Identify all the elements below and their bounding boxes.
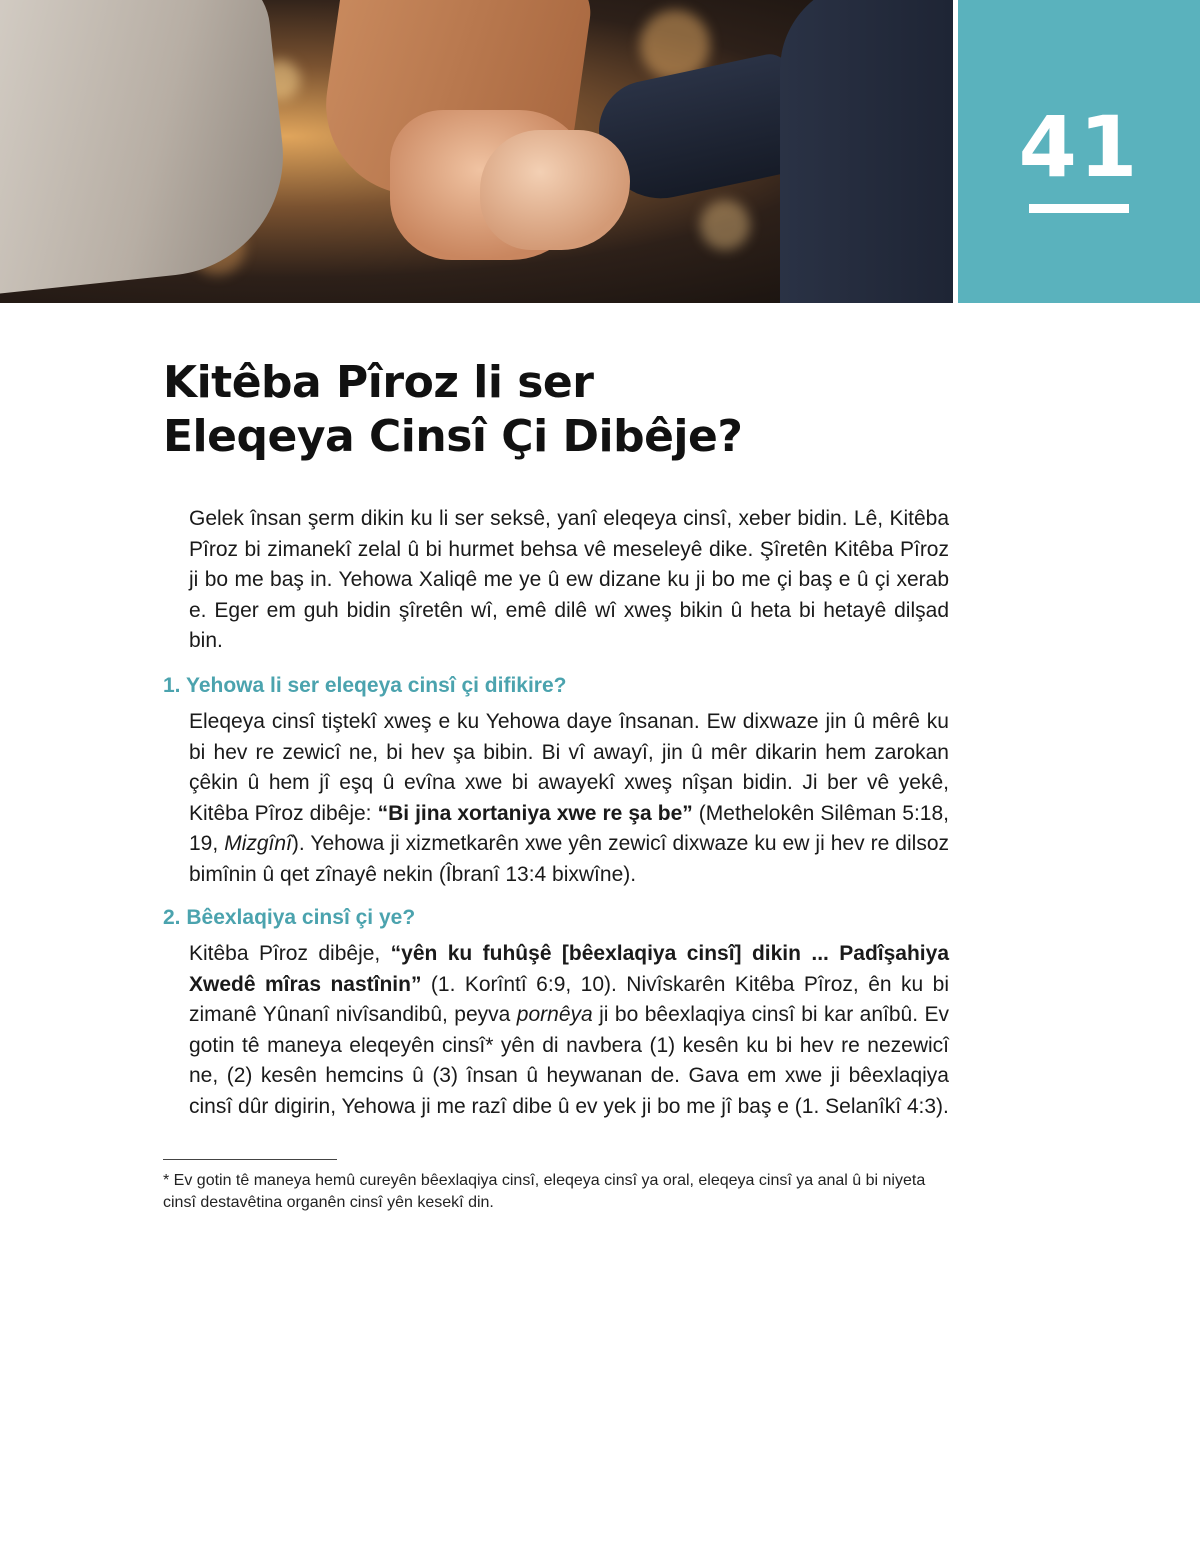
text-run: Eleqeya cinsî tiştekî xweş e ku Yehowa daye însanan. Ew dixwaze jin û mêrê ku bi hev re zewicî ne, bi hev şa bibin. Bi vî awayî, jin û mêr dikarin hem zarokan çêkin û hem jî eşq û evîna xwe bi awayekî xweş nîşan bidin. Ji ber vê yekê, Kitêba Pîroz dibêje:: [189, 710, 949, 825]
header-photo-holding-hands: [0, 0, 953, 303]
lesson-number-underline: [1029, 204, 1129, 213]
question-2-heading: 2. Bêexlaqiya cinsî çi ye?: [163, 906, 416, 929]
italic-term: pornêya: [516, 1003, 593, 1027]
italic-term: Mizgînî: [224, 832, 292, 856]
text-run: (1. Korîntî 6:9, 10). Nivîskarên Kitêba Pîroz, ên ku bi zimanê Yûnanî nivîsandibû, peyva: [189, 972, 949, 1027]
intro-paragraph: Gelek însan şerm dikin ku li ser seksê, yanî eleqeya cinsî, xeber bidin. Lê, Kitêba Pîroz bi zimanekî zelal û bi hurmet behsa vê meseleyê dike. Şîretên Kitêba Pîroz ji bo me baş in. Yehowa Xaliqê me ye û ew dizane ku ji bo me çi baş e û çi xerab e. Eger em guh bidin şîretên wî, emê dilê wî xweş bikin û heta bi hetayê dilşad bin.: [189, 507, 949, 653]
bold-quote: “yên ku fuhûşê [bêexlaqiya cinsî] dikin ... Padîşahiya Xwedê mîras nastînin”: [189, 942, 949, 996]
bold-quote: “Bi jina xortaniya xwe re şa be”: [377, 801, 693, 825]
text-run: ). Yehowa ji xizmetkarên xwe yên zewicî dixwaze ku ew ji hev re dilsoz bimînin û qet zînayê nekin (Îbranî 13:4 bixwîne).: [189, 832, 949, 886]
right-sleeve: [780, 0, 953, 303]
section-1-paragraph: [189, 707, 949, 891]
left-sleeve: [0, 0, 295, 296]
text-run: Kitêba Pîroz dibêje,: [189, 942, 391, 965]
section-2-paragraph: [189, 939, 949, 1123]
footnote: * Ev gotin tê maneya hemû cureyên bêexlaqiya cinsî, eleqeya cinsî ya oral, eleqeya cinsî ya anal û bi niyeta cinsî destavêtina organên cinsî yên kesekî din.: [163, 1172, 926, 1211]
bokeh-light: [700, 200, 750, 250]
question-1-heading: 1. Yehowa li ser eleqeya cinsî çi difikire?: [163, 674, 567, 697]
lesson-number: 41: [1018, 98, 1140, 196]
title-line-2: Eleqeya Cinsî Çi Dibêje?: [163, 411, 743, 462]
page-title: [163, 356, 923, 464]
text-run: (Methelokên Silêman 5:18, 19,: [189, 801, 949, 856]
title-line-1: Kitêba Pîroz li ser: [163, 357, 594, 408]
footnote-divider: [163, 1159, 337, 1160]
text-run: ji bo bêexlaqiya cinsî bi kar anîbû. Ev gotin tê maneya eleqeyên cinsî* yên di navbera (1) kesên ku bi hev re nezewicî ne, (2) kesên hemcins û (3) însan û heywanan de. Gava em xwe ji bêexlaqiya cinsî dûr digirin, Yehowa ji me razî dibe û ev yek ji bo me jî baş e (1. Selanîkî 4:3).: [189, 1003, 949, 1118]
lesson-number-box: [958, 0, 1200, 303]
hand: [480, 130, 630, 250]
